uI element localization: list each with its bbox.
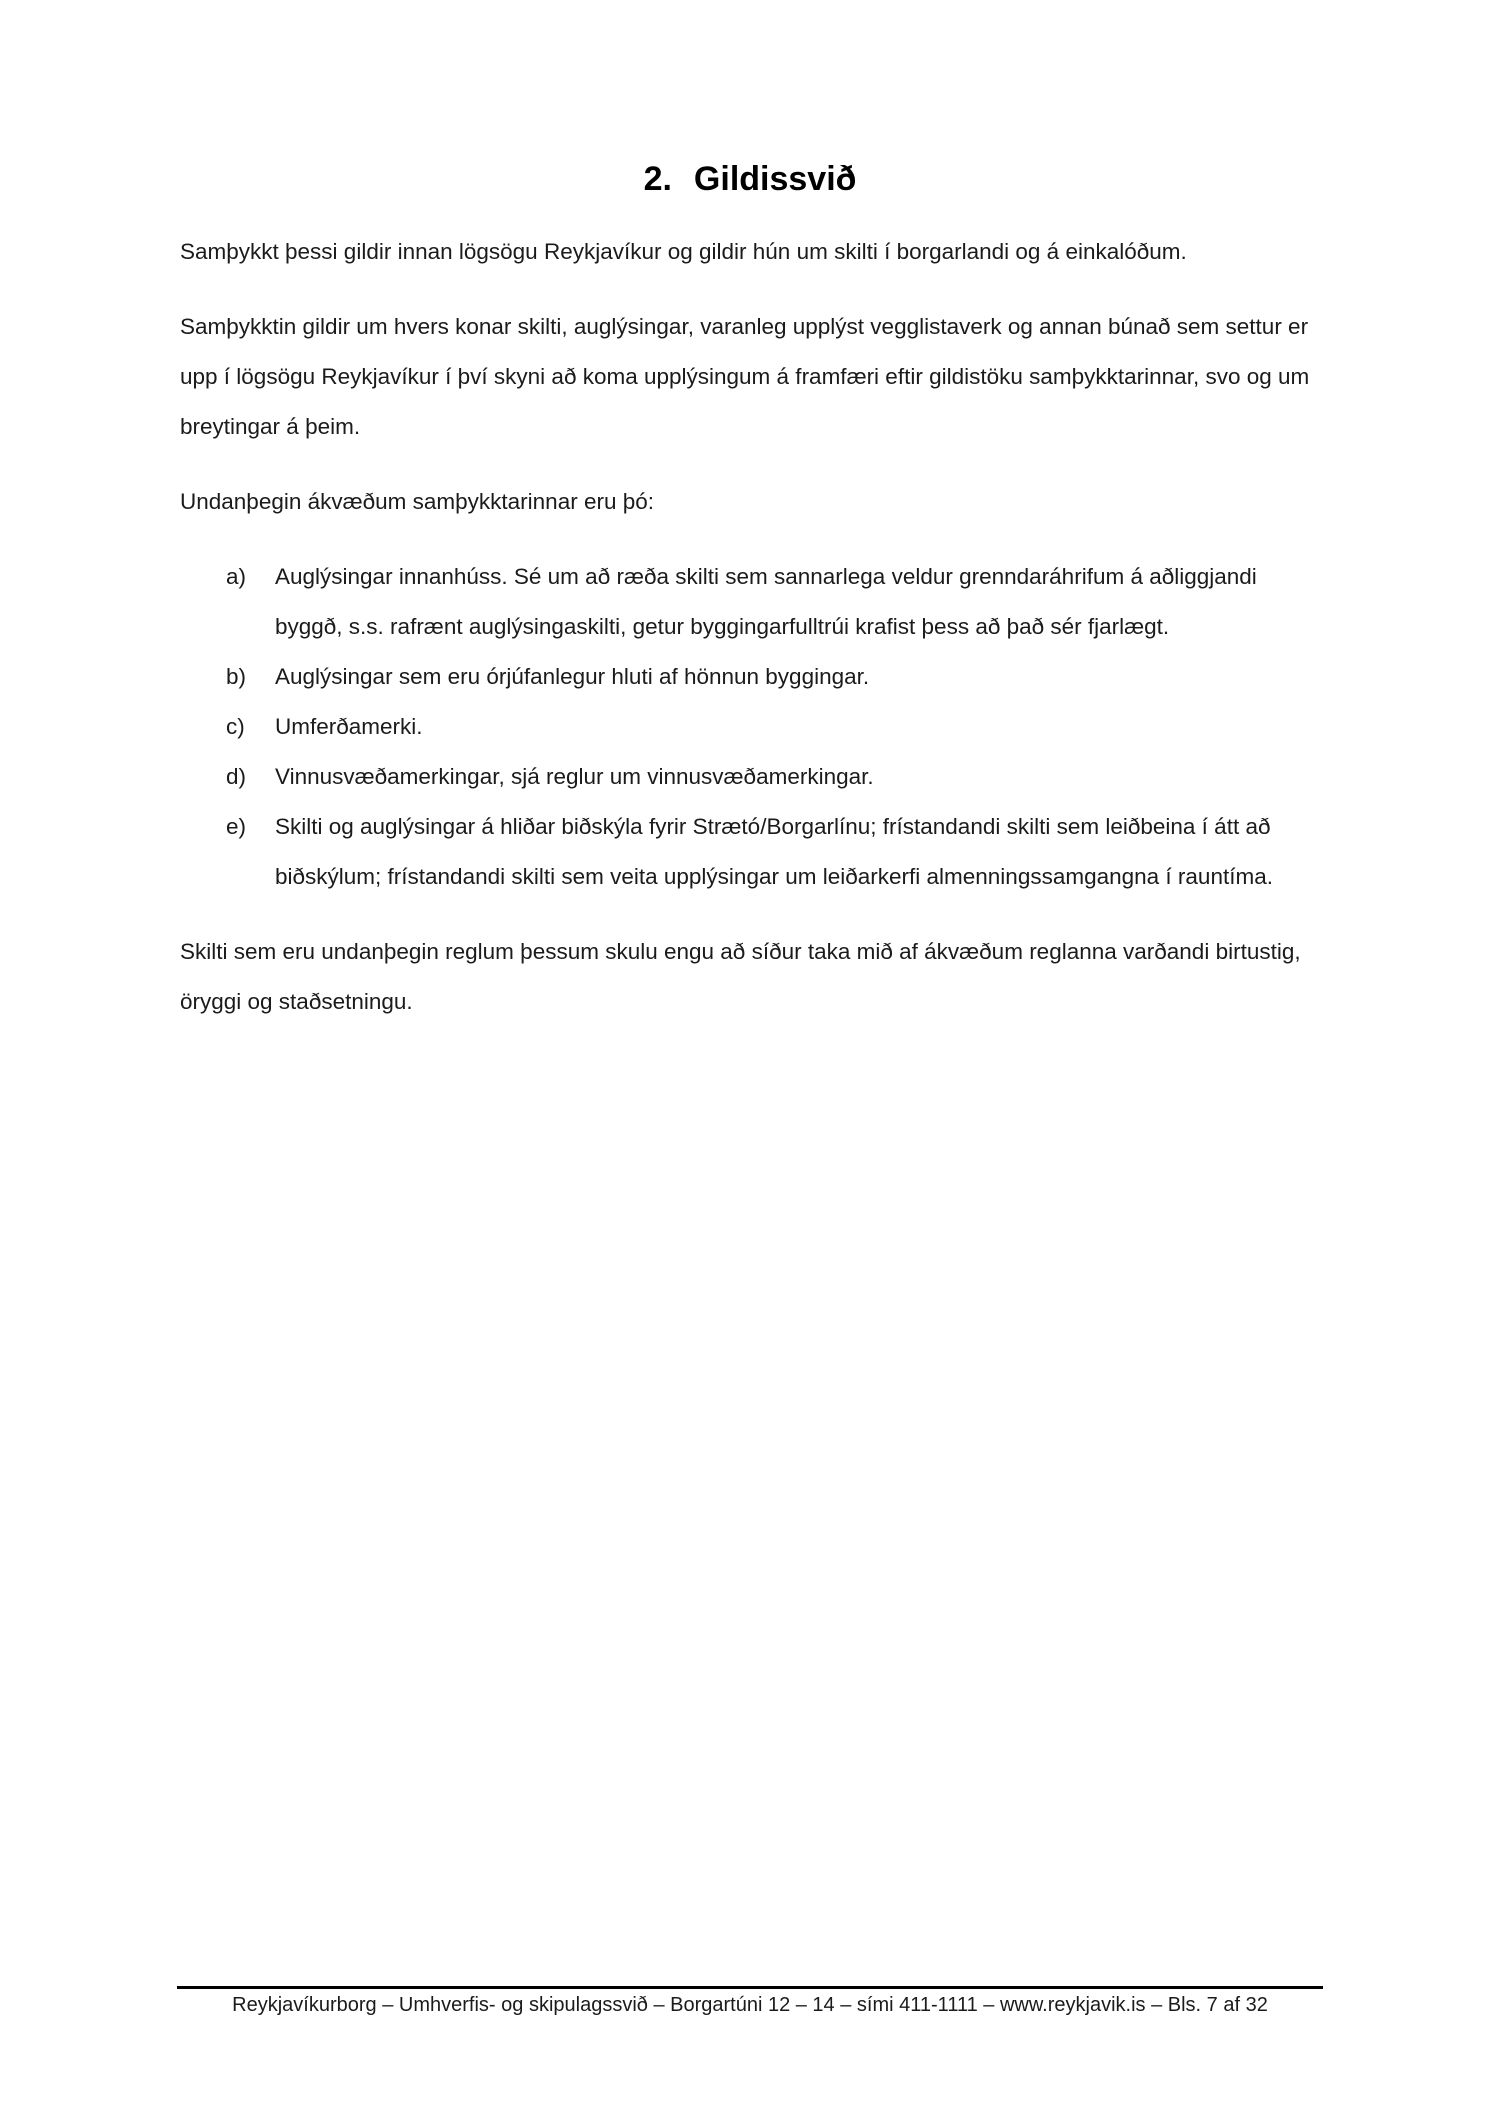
list-item-text: Auglýsingar innanhúss. Sé um að ræða skilti sem sannarlega veldur grenndaráhrifum á aðliggjandi byggð, s.s. rafrænt auglýsingaskilti, getur byggingarfulltrúi krafist þess að það sér fjarlægt. [275, 563, 1257, 639]
paragraph-scope: Samþykkt þessi gildir innan lögsögu Reykjavíkur og gildir hún um skilti í borgarlandi og á einkalóðum. [180, 238, 1187, 264]
exemption-list [180, 552, 1315, 902]
list-item-marker: e) [226, 813, 247, 839]
section-heading-title: Gildissvið [693, 160, 857, 198]
paragraph-exemptions-intro: Undanþegin ákvæðum samþykktarinnar eru þó: [180, 488, 655, 514]
list-item [180, 702, 1315, 752]
list-item-marker: c) [226, 713, 245, 739]
list-item-marker: d) [226, 763, 247, 789]
document-body [180, 227, 1315, 1027]
footer-text: Reykjavíkurborg – Umhverfis- og skipulagssvið – Borgartúni 12 – 14 – sími 411-1111 – www.reykjavik.is – Bls. 7 af 32 [232, 1994, 1268, 2016]
section-heading-number: 2. [643, 160, 672, 198]
list-item-text: Umferðamerki. [275, 713, 423, 739]
list-item-text: Skilti og auglýsingar á hliðar biðskýla fyrir Strætó/Borgarlínu; frístandandi skilti sem leiðbeina í átt að biðskýlum; frístandandi skilti sem veita upplýsingar um leiðarkerfi almenningssamgangna í rauntíma. [275, 813, 1273, 889]
list-item [180, 802, 1315, 902]
list-item-text: Auglýsingar sem eru órjúfanlegur hluti af hönnun byggingar. [275, 663, 870, 689]
section-heading [0, 0, 1500, 201]
list-item [180, 752, 1315, 802]
list-item-text: Vinnusvæðamerkingar, sjá reglur um vinnusvæðamerkingar. [275, 763, 874, 789]
list-item-marker: a) [226, 563, 247, 589]
list-item [180, 552, 1315, 652]
list-item-marker: b) [226, 663, 247, 689]
paragraph-closing: Skilti sem eru undanþegin reglum þessum skulu engu að síður taka mið af ákvæðum reglanna varðandi birtustig, öryggi og staðsetningu. [180, 938, 1301, 1014]
list-item [180, 652, 1315, 702]
page-footer [177, 1986, 1323, 2017]
paragraph-applicability: Samþykktin gildir um hvers konar skilti, auglýsingar, varanleg upplýst vegglistaverk og annan búnað sem settur er upp í lögsögu Reykjavíkur í því skyni að koma upplýsingum á framfæri eftir gildistöku samþykktarinnar, svo og um breytingar á þeim. [180, 313, 1310, 439]
